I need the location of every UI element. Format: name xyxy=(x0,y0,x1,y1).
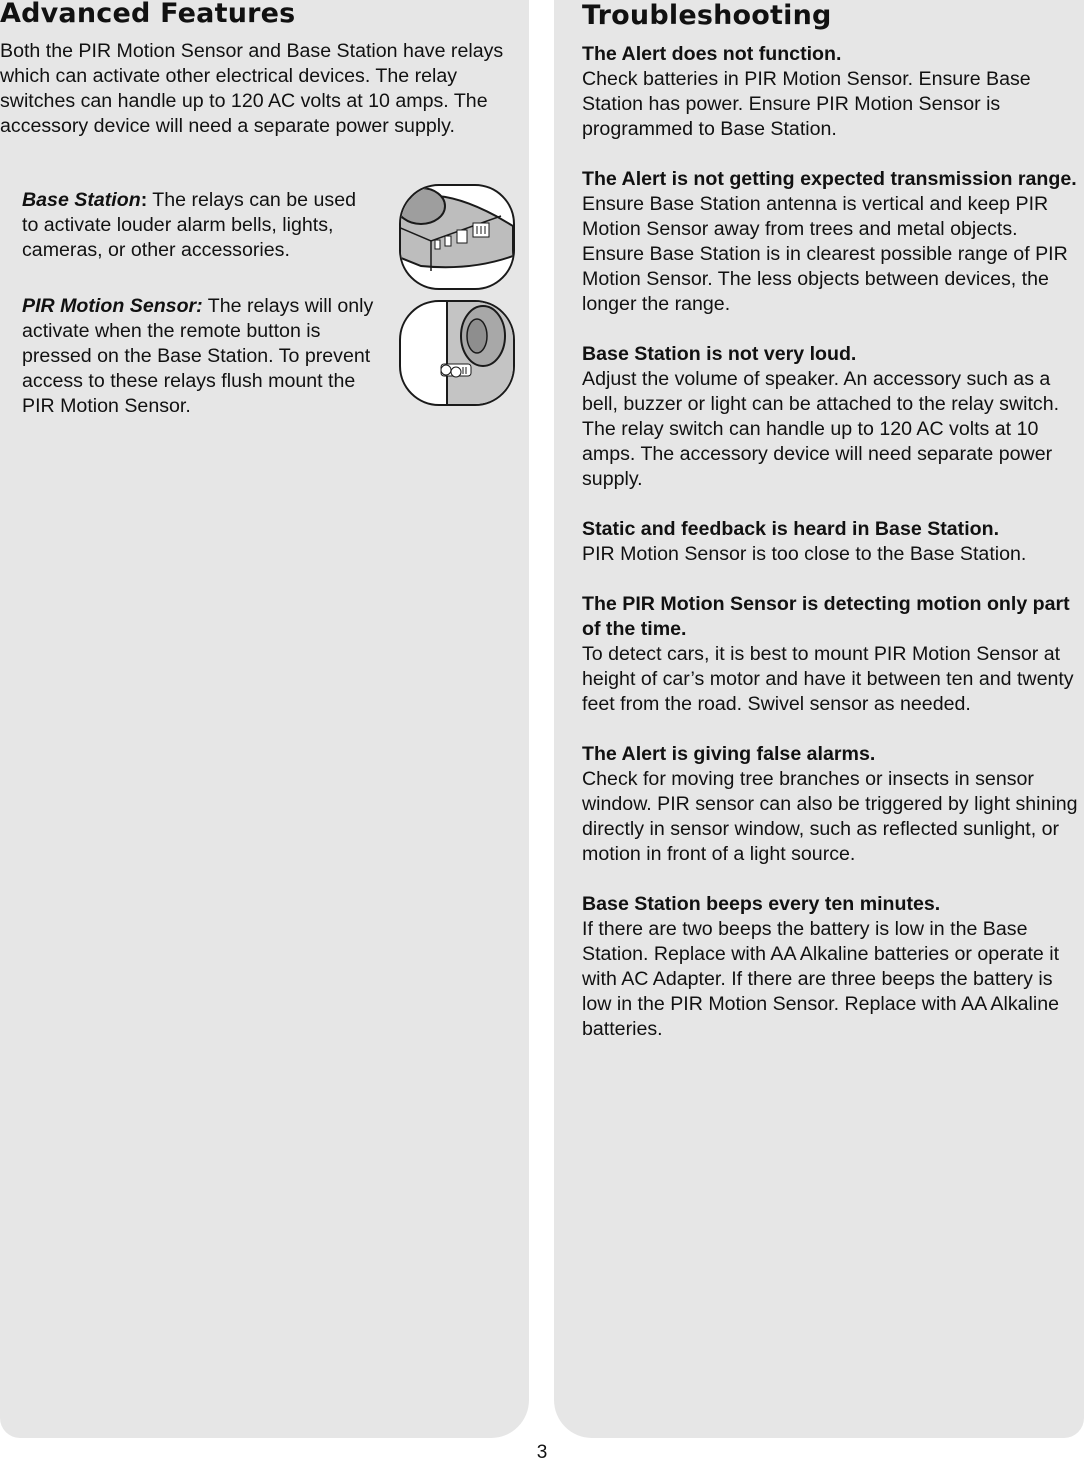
advanced-features-panel xyxy=(0,0,529,1438)
base-station-relay-illustration xyxy=(399,184,515,290)
troubleshooting-question: The Alert is giving false alarms. xyxy=(582,743,876,765)
troubleshooting-question: The Alert is not getting expected transmission range. xyxy=(582,168,1077,190)
troubleshooting-item xyxy=(582,592,1084,717)
troubleshooting-question: The Alert does not function. xyxy=(582,43,842,65)
troubleshooting-question: Base Station is not very loud. xyxy=(582,343,857,365)
pir-sensor-relay-illustration xyxy=(399,300,515,406)
troubleshooting-answer: Ensure Base Station antenna is vertical and keep PIR Motion Sensor away from trees and metal objects. Ensure Base Station is in clearest possible range of PIR Motion Sensor. The less objects between devices, the longer the range. xyxy=(582,193,1068,315)
troubleshooting-item xyxy=(582,42,1084,142)
page-number: 3 xyxy=(536,1442,548,1463)
advanced-features-title: Advanced Features xyxy=(0,0,296,29)
troubleshooting-answer: Adjust the volume of speaker. An accessory such as a bell, buzzer or light can be attached to the relay switch. The relay switch can handle up to 120 AC volts at 10 amps. The accessory device will need separate power supply. xyxy=(582,368,1060,490)
troubleshooting-answer: To detect cars, it is best to mount PIR Motion Sensor at height of car’s motor and have it between ten and twenty feet from the road. Swivel sensor as needed. xyxy=(582,643,1074,715)
troubleshooting-title: Troubleshooting xyxy=(582,0,832,31)
pir-sensor-text: The relays will only activate when the remote button is pressed on the Base Station. To prevent access to these relays flush mount the PIR Motion Sensor. xyxy=(22,295,374,417)
base-station-text: The relays can be used to activate louder alarm bells, lights, cameras, or other accessories. xyxy=(22,189,356,261)
pir-sensor-feature xyxy=(22,294,374,419)
troubleshooting-item xyxy=(582,892,1084,1042)
base-station-feature xyxy=(22,188,374,263)
pir-sensor-label: PIR Motion Sensor: xyxy=(22,295,203,317)
troubleshooting-answer: Check batteries in PIR Motion Sensor. Ensure Base Station has power. Ensure PIR Motion Sensor is programmed to Base Station. xyxy=(582,68,1031,140)
troubleshooting-item xyxy=(582,167,1084,317)
troubleshooting-question: Static and feedback is heard in Base Station. xyxy=(582,518,1000,540)
base-station-label: Base Station xyxy=(22,189,141,211)
troubleshooting-answer: PIR Motion Sensor is too close to the Base Station. xyxy=(582,543,1027,565)
troubleshooting-answer: If there are two beeps the battery is low in the Base Station. Replace with AA Alkaline batteries or operate it with AC Adapter. If there are three beeps the battery is low in the PIR Motion Sensor. Replace with AA Alkaline batteries. xyxy=(582,918,1060,1040)
advanced-features-intro: Both the PIR Motion Sensor and Base Station have relays which can activate other electrical devices. The relay switches can handle up to 120 AC volts at 10 amps. The accessory device will need a separate power supply. xyxy=(0,40,504,137)
troubleshooting-item xyxy=(582,742,1084,867)
troubleshooting-item xyxy=(582,517,1084,567)
troubleshooting-question: Base Station beeps every ten minutes. xyxy=(582,893,941,915)
troubleshooting-question: The PIR Motion Sensor is detecting motion only part of the time. xyxy=(582,593,1070,640)
troubleshooting-list xyxy=(582,42,1084,1067)
troubleshooting-panel xyxy=(554,0,1084,1438)
base-station-colon: : xyxy=(140,189,148,211)
troubleshooting-item xyxy=(582,342,1084,492)
troubleshooting-answer: Check for moving tree branches or insects in sensor window. PIR sensor can also be triggered by light shining directly in sensor window, such as reflected sunlight, or motion in front of a light source. xyxy=(582,768,1078,865)
